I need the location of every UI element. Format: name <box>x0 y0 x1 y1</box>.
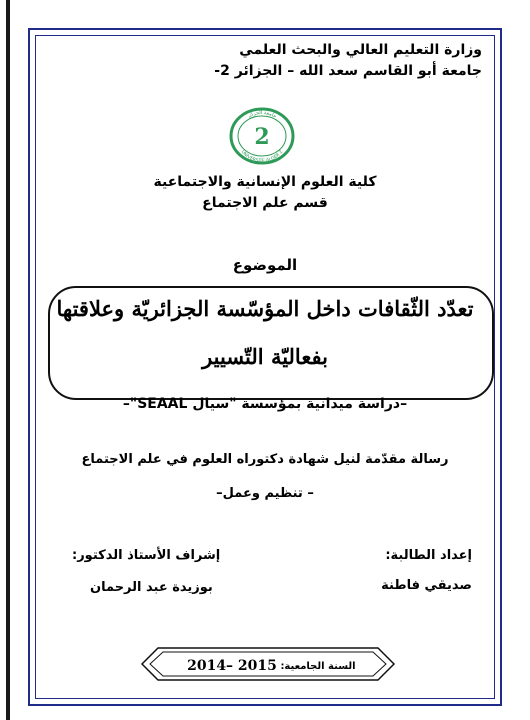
thesis-title-line-2: بفعاليّة التّسيير <box>202 344 328 369</box>
academic-year-value: 2014– 2015 <box>187 658 277 674</box>
logo-emblem: 2 <box>254 124 270 150</box>
faculty-block <box>0 172 530 214</box>
logo-top-text: جامعة الجزائر <box>246 109 278 120</box>
supervisor-name: بوزيدة عبد الرحمان <box>90 580 213 595</box>
college-name: كلية العلوم الإنسانية والاجتماعية <box>153 174 377 190</box>
study-subtitle: –دراسة ميدانية بمؤسسة "سيال SEAAL"– <box>122 396 408 412</box>
specialty: – تنظيم وعمل– <box>216 486 314 501</box>
supervisor-label: إشراف الأستاذ الدكتور: <box>72 548 221 563</box>
thesis-statement: رسالة مقدّمة لنيل شهادة دكتوراه العلوم في علم الاجتماع <box>81 452 449 467</box>
university-name: جامعة أبو القاسم سعد الله – الجزائر 2- <box>214 63 482 79</box>
student-name: صديقي فاطنة <box>381 578 472 593</box>
thesis-title-line-1: تعدّد الثّقافات داخل المؤسّسة الجزائريّة وعلاقتها <box>56 296 474 321</box>
prepared-by-label: إعداد الطالبة: <box>385 548 472 563</box>
academic-year-label: السنة الجامعية: <box>280 661 356 672</box>
academic-year-tag <box>140 646 396 682</box>
ministry-header <box>214 40 482 82</box>
university-logo-icon <box>228 106 296 166</box>
topic-label: الموضوع <box>232 256 298 274</box>
department-name: قسم علم الاجتماع <box>202 195 328 211</box>
ministry-name: وزارة التعليم العالي والبحث العلمي <box>239 42 482 58</box>
logo-bottom-text: UNIVERSITE ALGER 2 <box>239 149 285 165</box>
